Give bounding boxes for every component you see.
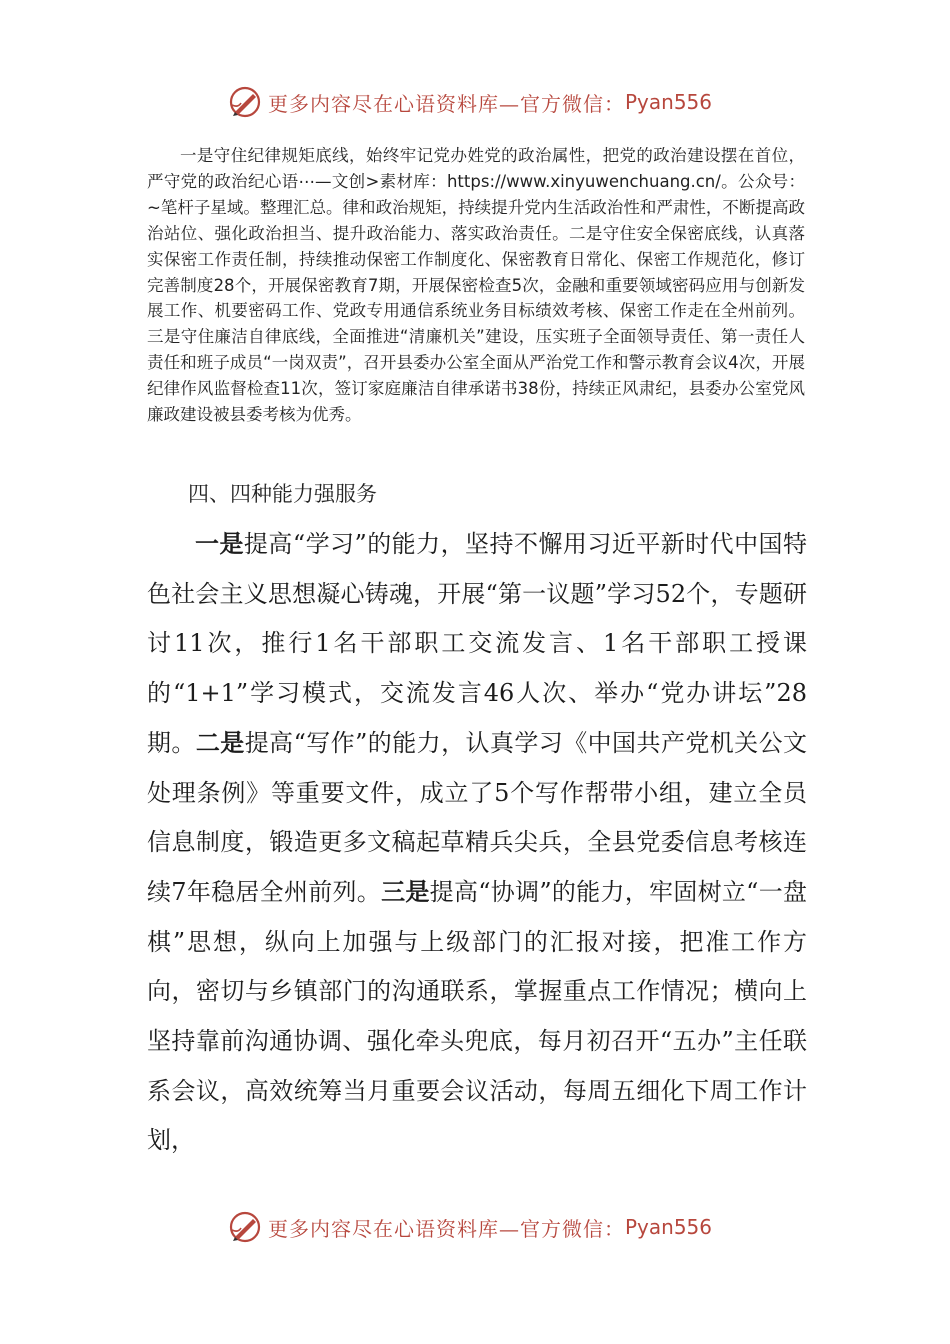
header-banner [228, 82, 712, 122]
point-third-text: 提高“协调”的能力，牢固树立“一盘棋”思想，纵向上加强与上级部门的汇报对接，把准工作方向，密切与乡镇部门的沟通联系，掌握重点工作情况；横向上坚持靠前沟通协调、强化牵头兜底，每月初召开“五办”主任联系会议，高效统筹当月重要会议活动，每周五细化下周工作计划， [147, 877, 807, 1155]
lead-second: 二是 [195, 728, 245, 757]
banner-text: 更多内容尽在心语资料库—官方微信： [268, 1216, 625, 1241]
footer-banner [228, 1207, 712, 1247]
lead-first: 一是 [195, 530, 244, 558]
point-second-text: 提高“写作”的能力，认真学习《中国共产党机关公文处理条例》等重要文件，成立了5个写作帮带小组，建立全员信息制度，锻造更多文稿起草精兵尖兵，全县党委信息考核连续7年稳居全州前列。 [147, 728, 808, 906]
banner-text: 更多内容尽在心语资料库—官方微信： [268, 91, 625, 116]
lead-third: 三是 [381, 877, 430, 906]
body-paragraph-small: 一是守住纪律规矩底线，始终牢记党办姓党的政治属性，把党的政治建设摆在首位，严守党的政治纪心语⋯—文创>素材库：https://www.xinyuwenchuang.cn/。公众号：~笔杆子星域。整理汇总。律和政治规矩，持续提升党内生活政治性和严肃性，不断提高政治站位、强化政治担当、提升政治能力、落实政治责任。二是守住安全保密底线，认真落实保密工作责任制，持续推动保密工作制度化、保密教育日常化、保密工作规范化，修订完善制度28个，开展保密教育7期，开展保密检查5次，金融和重要领域密码应用与创新发展工作、机要密码工作、党政专用通信系统业务目标绩效考核、保密工作走在全州前列。三是守住廉洁自律底线，全面推进“清廉机关”建设，压实班子全面领导责任、第一责任人责任和班子成员“一岗双责”，召开县委办公室全面从严治党工作和警示教育会议4次，开展纪律作风监督检查11次，签订家庭廉洁自律承诺书38份，持续正风肃纪，县委办公室党风廉政建设被县委考核为优秀。 [147, 146, 805, 425]
point-first-text: 提高“学习”的能力，坚持不懈用习近平新时代中国特色社会主义思想凝心铸魂，开展“第一议题”学习52个，专题研讨11次，推行1名干部职工交流发言、1名干部职工授课的“1+1”学习模式，交流发言46人次、举办“党办讲坛”28期。 [147, 530, 807, 757]
pen-circle-logo-icon [228, 85, 262, 119]
pen-circle-logo-icon [228, 1210, 262, 1244]
section-heading: 四、四种能力强服务 [188, 482, 377, 506]
banner-wechat-id: Pyan556 [625, 90, 713, 114]
banner-wechat-id: Pyan556 [625, 1215, 713, 1239]
body-paragraph-main [147, 520, 807, 1166]
